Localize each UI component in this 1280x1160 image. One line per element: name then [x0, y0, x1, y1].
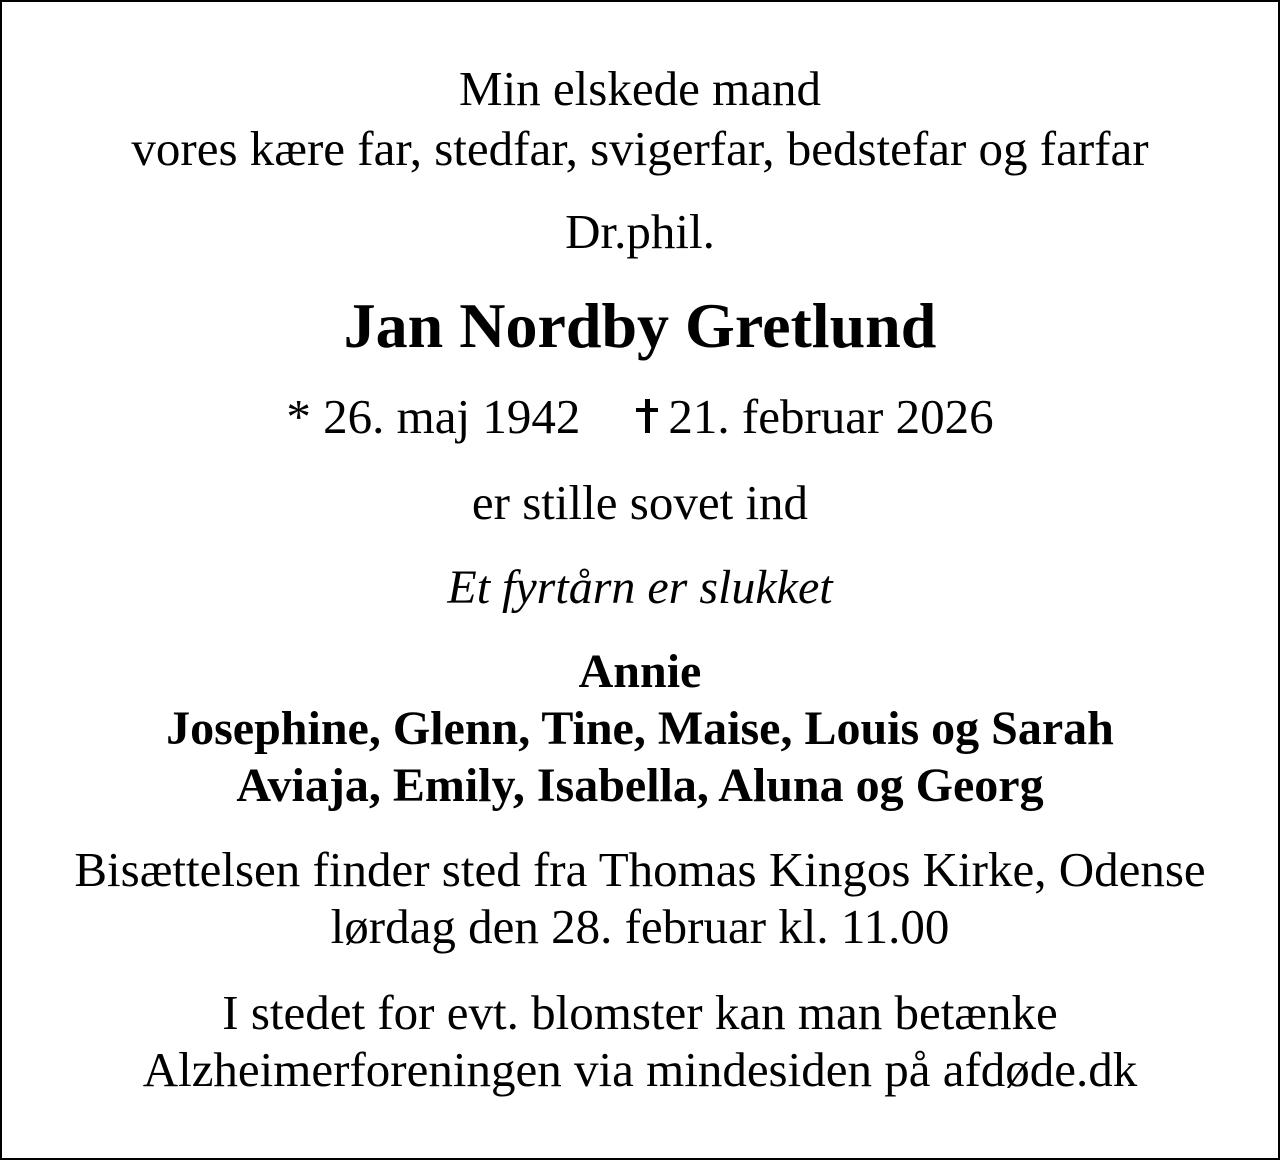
- family-line-3: Aviaja, Emily, Isabella, Aluna og Georg: [236, 759, 1044, 812]
- donation-line-1: I stedet for evt. blomster kan man betænke: [222, 985, 1058, 1040]
- funeral-line-1: Bisættelsen finder sted fra Thomas Kingos Kirke, Odense: [74, 842, 1206, 897]
- cross-icon: [636, 399, 658, 433]
- funeral-line-2: lørdag den 28. februar kl. 11.00: [330, 899, 950, 954]
- epitaph: Et fyrtårn er slukket: [447, 561, 833, 614]
- title-prefix: Dr.phil.: [565, 204, 715, 259]
- deceased-name: Jan Nordby Gretlund: [343, 290, 937, 361]
- birth-date: * 26. maj 1942: [286, 389, 581, 444]
- life-dates: [2, 389, 1278, 444]
- family-line-2: Josephine, Glenn, Tine, Maise, Louis og Sarah: [166, 702, 1114, 755]
- family-line-1: Annie: [578, 645, 702, 698]
- death-date: 21. februar 2026: [668, 389, 994, 444]
- intro-line-1: Min elskede mand: [459, 61, 821, 116]
- intro-line-2: vores kære far, stedfar, svigerfar, bedstefar og farfar: [131, 121, 1149, 176]
- donation-line-2: Alzheimerforeningen via mindesiden på afdøde.dk: [142, 1042, 1138, 1097]
- passed-text: er stille sovet ind: [471, 475, 809, 530]
